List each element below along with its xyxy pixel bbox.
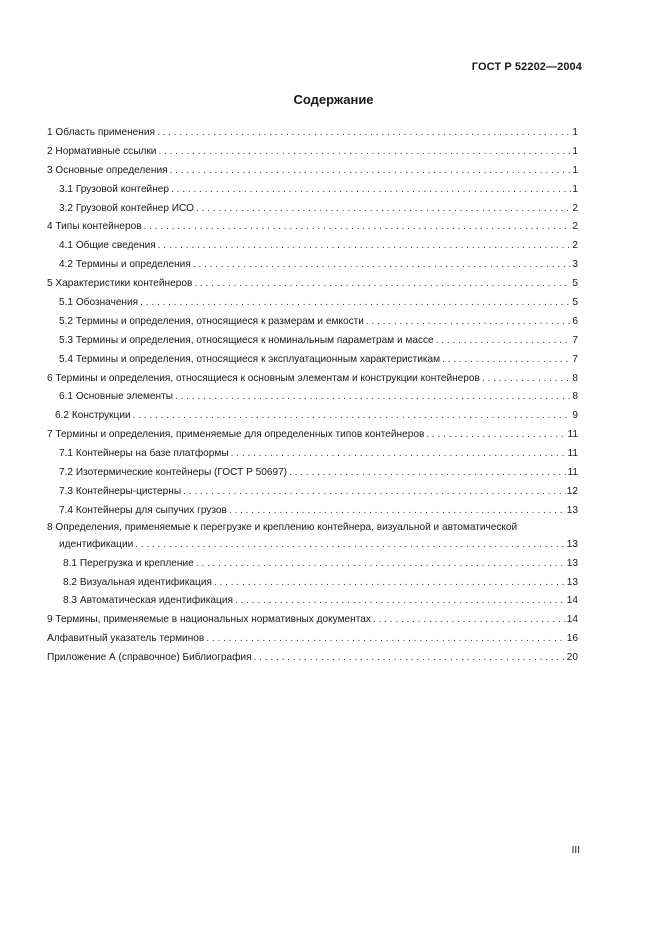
toc-entry-label: 5.3 Термины и определения, относящиеся к номинальным параметрам и массе — [59, 334, 434, 346]
toc-entry-page: 1 — [572, 145, 578, 157]
toc-entry-4-2[interactable] — [47, 255, 578, 274]
toc-entry-page: 14 — [566, 614, 578, 626]
leader-dots — [289, 467, 566, 478]
toc-entry-label: 3 Основные определения — [47, 164, 168, 176]
toc-entry-8-1[interactable] — [47, 554, 578, 573]
toc-entry-label: 8.3 Автоматическая идентификация — [63, 595, 233, 607]
toc-entry-page: 16 — [566, 633, 578, 645]
leader-dots — [175, 391, 571, 402]
toc-entry-page: 11 — [567, 429, 578, 441]
toc-entry-label: 6 Термины и определения, относящиеся к основным элементам и конструкции контейнеров — [47, 372, 480, 384]
toc-entry-4[interactable] — [47, 217, 578, 236]
toc-entry-label: 7.1 Контейнеры на базе платформы — [59, 448, 229, 460]
leader-dots — [373, 614, 566, 625]
toc-entry-label: 1 Область применения — [47, 126, 155, 138]
leader-dots — [170, 165, 572, 176]
toc-entry-5[interactable] — [47, 274, 578, 293]
toc-entry-label: 3.1 Грузовой контейнер — [59, 183, 169, 195]
toc-entry-label: 7.2 Изотермические контейнеры (ГОСТ Р 50697) — [59, 466, 288, 478]
toc-entry-label: 5 Характеристики контейнеров — [47, 278, 193, 290]
toc-entry-label: 4 Типы контейнеров — [47, 221, 142, 233]
toc-entry-page: 14 — [566, 595, 578, 607]
leader-dots — [196, 558, 566, 569]
toc-entry-label: 7.3 Контейнеры-цистерны — [59, 485, 182, 497]
toc-entry-label: 4.1 Общие сведения — [59, 240, 156, 252]
toc-entry-5-1[interactable] — [47, 293, 578, 312]
toc-entry-page: 1 — [572, 183, 578, 195]
toc-entry-page: 1 — [572, 126, 578, 138]
toc-entry-page: 7 — [572, 334, 578, 346]
toc-entry-page: 12 — [566, 485, 578, 497]
toc-entry-8-2[interactable] — [47, 573, 578, 592]
toc-entry-page: 1 — [572, 164, 578, 176]
toc-entry-5-4[interactable] — [47, 350, 578, 369]
leader-dots — [133, 410, 572, 421]
toc-entry-page: 8 — [572, 391, 578, 403]
toc-entry-9[interactable] — [47, 610, 578, 629]
toc-entry-page: 6 — [572, 315, 578, 327]
leader-dots — [135, 539, 566, 550]
toc-entry-page: 5 — [572, 278, 578, 290]
toc-entry-label: 8.2 Визуальная идентификация — [63, 576, 212, 588]
toc-entry-label: 6.1 Основные элементы — [59, 391, 173, 403]
toc-entry-1[interactable] — [47, 123, 578, 142]
leader-dots — [482, 373, 572, 384]
leader-dots — [196, 203, 571, 214]
toc-entry-label: 8 Определения, применяемые к перегрузке и креплению контейнера, визуальной и автоматической — [47, 521, 518, 533]
toc-entry-label: 5.1 Обозначения — [59, 296, 139, 308]
toc-entry-page: 20 — [566, 652, 578, 664]
leader-dots — [214, 577, 566, 588]
toc-entry-label-continuation: идентификации — [59, 538, 134, 550]
toc-entry-8[interactable] — [47, 520, 578, 554]
toc-entry-label: 6.2 Конструкции — [55, 410, 131, 422]
toc-entry-label: 8.1 Перегрузка и крепление — [63, 557, 194, 569]
leader-dots — [254, 652, 566, 663]
toc-entry-6-1[interactable] — [47, 387, 578, 406]
toc-entry-continuation — [47, 535, 578, 554]
toc-entry-label: 9 Термины, применяемые в национальных нормативных документах — [47, 614, 371, 626]
toc-entry-page: 2 — [572, 202, 578, 214]
leader-dots — [442, 354, 571, 365]
leader-dots — [229, 505, 566, 516]
leader-dots — [158, 146, 571, 157]
leader-dots — [144, 221, 572, 232]
toc-entry-page: 8 — [572, 372, 578, 384]
toc-entry-page: 13 — [566, 504, 578, 516]
toc-entry-page: 13 — [566, 538, 578, 550]
toc-entry-8-3[interactable] — [47, 591, 578, 610]
toc-entry-7-4[interactable] — [47, 501, 578, 520]
document-code: ГОСТ Р 52202—2004 — [471, 61, 582, 73]
toc-entry-6[interactable] — [47, 369, 578, 388]
toc-entry-label: Приложение А (справочное) Библиография — [47, 652, 252, 664]
leader-dots — [436, 335, 572, 346]
toc-entry-label: 4.2 Термины и определения — [59, 259, 191, 271]
leader-dots — [140, 297, 571, 308]
toc-entry-page: 13 — [566, 576, 578, 588]
leader-dots — [366, 316, 571, 327]
leader-dots — [206, 633, 566, 644]
toc-entry-page: 11 — [567, 448, 578, 460]
toc-entry-appendix-a[interactable] — [47, 648, 578, 667]
page-folio: III — [571, 845, 580, 856]
leader-dots — [235, 595, 566, 606]
leader-dots — [158, 240, 572, 251]
toc-entry-index[interactable] — [47, 629, 578, 648]
toc-entry-label: 7.4 Контейнеры для сыпучих грузов — [59, 504, 227, 516]
toc-entry-4-1[interactable] — [47, 236, 578, 255]
toc-entry-5-2[interactable] — [47, 312, 578, 331]
toc-entry-5-3[interactable] — [47, 331, 578, 350]
leader-dots — [426, 429, 566, 440]
toc-entry-label: 3.2 Грузовой контейнер ИСО — [59, 202, 194, 214]
toc-entry-label: 5.2 Термины и определения, относящиеся к размерам и емкости — [59, 315, 364, 327]
toc-entry-page: 2 — [572, 240, 578, 252]
toc-entry-page: 5 — [572, 296, 578, 308]
toc-entry-2[interactable] — [47, 142, 578, 161]
toc-entry-7-2[interactable] — [47, 463, 578, 482]
toc-entry-label: 7 Термины и определения, применяемые для определенных типов контейнеров — [47, 429, 425, 441]
toc-title: Содержание — [293, 92, 374, 107]
toc-entry-label: 5.4 Термины и определения, относящиеся к эксплуатационным характеристикам — [59, 353, 441, 365]
toc-entry-page: 2 — [572, 221, 578, 233]
leader-dots — [231, 448, 567, 459]
leader-dots — [183, 486, 566, 497]
leader-dots — [171, 184, 571, 195]
toc-entry-page: 7 — [572, 353, 578, 365]
toc-entry-3-1[interactable] — [47, 180, 578, 199]
toc-entry-page: 13 — [566, 557, 578, 569]
leader-dots — [157, 127, 571, 138]
toc-entry-7[interactable] — [47, 425, 578, 444]
toc-entry-3-2[interactable] — [47, 199, 578, 218]
toc-entry-7-1[interactable] — [47, 444, 578, 463]
toc-entry-label: Алфавитный указатель терминов — [47, 633, 205, 645]
leader-dots — [193, 259, 572, 270]
toc-entry-label: 2 Нормативные ссылки — [47, 145, 157, 157]
leader-dots — [194, 278, 571, 289]
toc-entry-page: 9 — [572, 410, 578, 422]
toc-entry-6-2[interactable] — [47, 406, 578, 425]
toc-entry-page: 11 — [567, 466, 578, 478]
table-of-contents — [47, 123, 578, 667]
toc-entry-page: 3 — [572, 259, 578, 271]
toc-entry-3[interactable] — [47, 161, 578, 180]
toc-entry-7-3[interactable] — [47, 482, 578, 501]
